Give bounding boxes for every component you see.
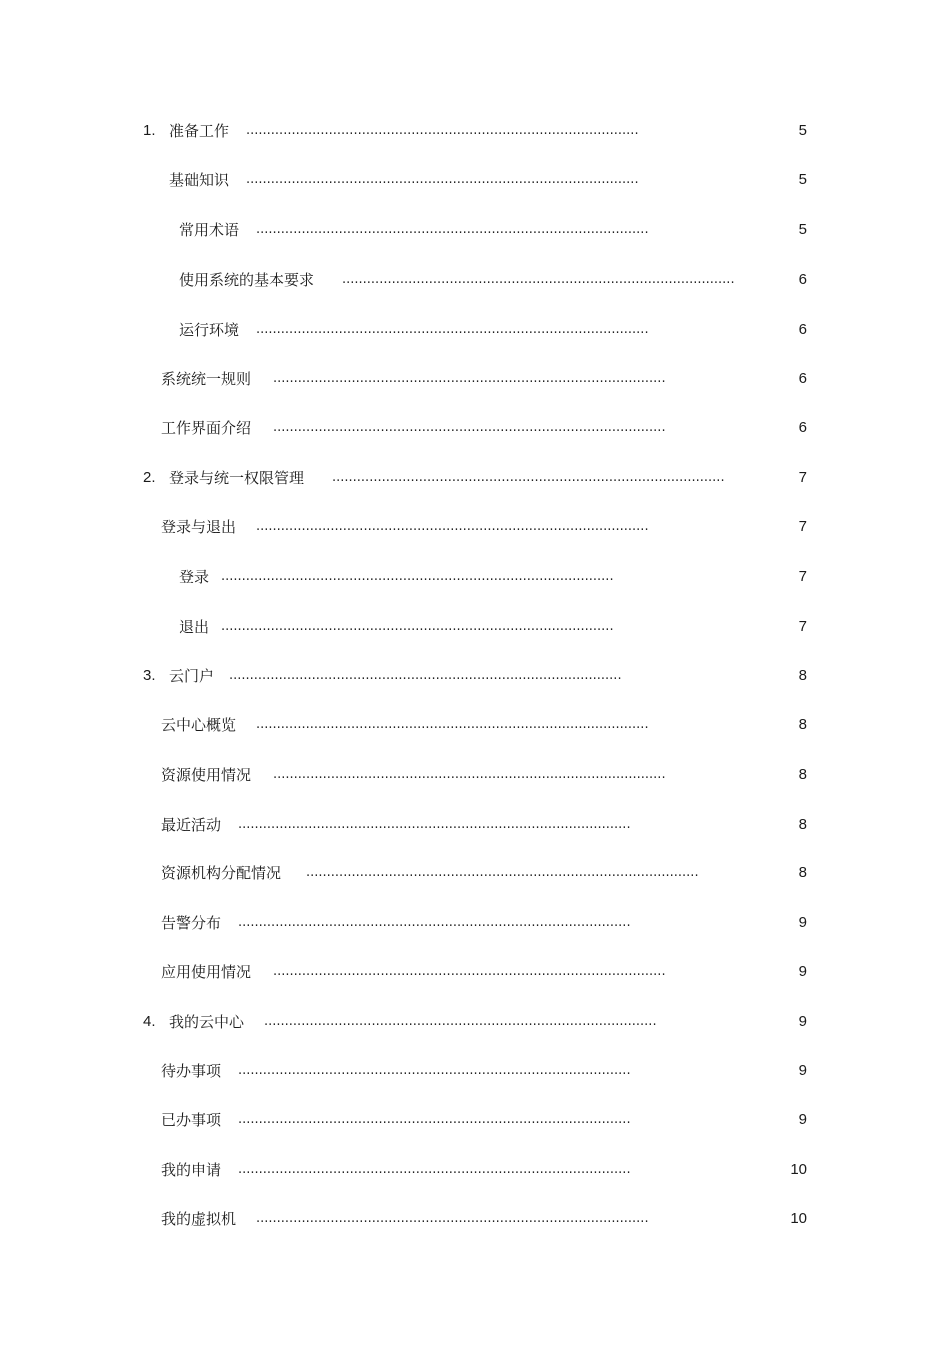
toc-entry-leader: ............................................................................................... — [229, 668, 622, 683]
toc-entry-number: 4. — [143, 1013, 156, 1030]
toc-entry-page: 9 — [798, 963, 807, 980]
toc-entry[interactable] — [143, 466, 807, 490]
toc-entry[interactable] — [161, 911, 807, 935]
toc-entry-page: 7 — [798, 618, 807, 635]
toc-entry-leader: ............................................................................................... — [238, 817, 631, 832]
toc-entry[interactable] — [161, 1207, 807, 1231]
toc-entry-page: 5 — [798, 171, 807, 188]
toc-entry[interactable] — [161, 713, 807, 737]
toc-entry[interactable] — [169, 168, 807, 192]
toc-entry-title: 我的虚拟机 — [161, 1210, 237, 1228]
toc-entry-leader: ............................................................................................... — [332, 470, 725, 485]
toc-entry-title: 云门户 — [169, 667, 215, 685]
toc-entry-leader: ............................................................................................... — [264, 1014, 657, 1029]
toc-entry-leader: ............................................................................................... — [221, 569, 614, 584]
toc-entry-page: 9 — [798, 1111, 807, 1128]
toc-entry-page: 6 — [798, 321, 807, 338]
toc-entry-title: 基础知识 — [169, 171, 230, 189]
toc-entry-leader: ............................................................................................... — [256, 222, 649, 237]
toc-entry-page: 8 — [798, 766, 807, 783]
toc-entry[interactable] — [161, 1108, 807, 1132]
toc-entry-leader: ............................................................................................... — [238, 1112, 631, 1127]
toc-entry-page: 5 — [798, 122, 807, 139]
toc-entry-title: 资源机构分配情况 — [161, 864, 282, 882]
toc-entry-leader: ............................................................................................... — [246, 123, 639, 138]
toc-entry-leader: ............................................................................................... — [238, 1063, 631, 1078]
toc-entry[interactable] — [161, 1059, 807, 1083]
toc-entry-leader: ............................................................................................... — [256, 519, 649, 534]
toc-entry-page: 6 — [798, 271, 807, 288]
toc-entry[interactable] — [179, 268, 807, 292]
toc-entry-page: 6 — [798, 370, 807, 387]
toc-entry-page: 8 — [798, 816, 807, 833]
toc-entry[interactable] — [161, 416, 807, 440]
toc-entry-number: 1. — [143, 122, 156, 139]
toc-entry-number: 3. — [143, 667, 156, 684]
toc-entry-leader: ............................................................................................... — [256, 322, 649, 337]
toc-entry[interactable] — [143, 1010, 807, 1034]
toc-entry-leader: ............................................................................................... — [221, 619, 614, 634]
toc-entry-title: 登录与退出 — [161, 518, 237, 536]
toc-entry-leader: ............................................................................................... — [273, 420, 666, 435]
toc-entry-title: 我的云中心 — [169, 1013, 245, 1031]
toc-entry[interactable] — [143, 664, 807, 688]
toc-entry-number: 2. — [143, 469, 156, 486]
toc-entry[interactable] — [161, 367, 807, 391]
toc-entry[interactable] — [161, 861, 807, 885]
toc-entry-leader: ............................................................................................... — [273, 767, 666, 782]
toc-entry-title: 准备工作 — [169, 122, 230, 140]
toc-entry-leader: ............................................................................................... — [306, 865, 699, 880]
toc-entry-page: 5 — [798, 221, 807, 238]
toc-entry-title: 应用使用情况 — [161, 963, 252, 981]
toc-entry-title: 运行环境 — [179, 321, 240, 339]
toc-entry-leader: ............................................................................................... — [246, 172, 639, 187]
toc-entry[interactable] — [179, 565, 807, 589]
toc-entry[interactable] — [179, 615, 807, 639]
toc-entry-page: 7 — [798, 469, 807, 486]
toc-entry-page: 7 — [798, 568, 807, 585]
toc-entry[interactable] — [161, 763, 807, 787]
toc-entry-leader: ............................................................................................... — [256, 1211, 649, 1226]
toc-entry-title: 登录与统一权限管理 — [169, 469, 305, 487]
toc-entry-leader: ............................................................................................... — [273, 964, 666, 979]
toc-entry[interactable] — [161, 1158, 807, 1182]
toc-entry[interactable] — [179, 318, 807, 342]
toc-entry[interactable] — [179, 218, 807, 242]
toc-entry-title: 资源使用情况 — [161, 766, 252, 784]
toc-entry-title: 云中心概览 — [161, 716, 237, 734]
toc-entry-leader: ............................................................................................... — [256, 717, 649, 732]
toc-entry-title: 使用系统的基本要求 — [179, 271, 315, 289]
toc-entry-page: 8 — [798, 716, 807, 733]
toc-entry-page: 10 — [790, 1210, 807, 1227]
toc-entry-page: 7 — [798, 518, 807, 535]
toc-entry-page: 10 — [790, 1161, 807, 1178]
toc-entry-leader: ............................................................................................... — [238, 915, 631, 930]
toc-entry-title: 常用术语 — [179, 221, 240, 239]
toc-entry-title: 最近活动 — [161, 816, 222, 834]
toc-entry-leader: ............................................................................................... — [238, 1162, 631, 1177]
toc-entry-page: 8 — [798, 864, 807, 881]
toc-entry-page: 8 — [798, 667, 807, 684]
toc-entry-page: 6 — [798, 419, 807, 436]
toc-entry-title: 已办事项 — [161, 1111, 222, 1129]
toc-entry-title: 系统统一规则 — [161, 370, 252, 388]
toc-entry-title: 登录 — [179, 568, 210, 586]
toc-entry[interactable] — [143, 119, 807, 143]
toc-entry-title: 退出 — [179, 618, 210, 636]
toc-entry-page: 9 — [798, 1062, 807, 1079]
toc-entry-title: 待办事项 — [161, 1062, 222, 1080]
toc-entry-title: 告警分布 — [161, 914, 222, 932]
toc-entry-leader: ............................................................................................... — [342, 272, 735, 287]
toc-entry-page: 9 — [798, 914, 807, 931]
toc-entry[interactable] — [161, 813, 807, 837]
toc-entry-title: 工作界面介绍 — [161, 419, 252, 437]
toc-entry[interactable] — [161, 960, 807, 984]
toc-entry[interactable] — [161, 515, 807, 539]
toc-entry-page: 9 — [798, 1013, 807, 1030]
toc-entry-title: 我的申请 — [161, 1161, 222, 1179]
toc-entry-leader: ............................................................................................... — [273, 371, 666, 386]
